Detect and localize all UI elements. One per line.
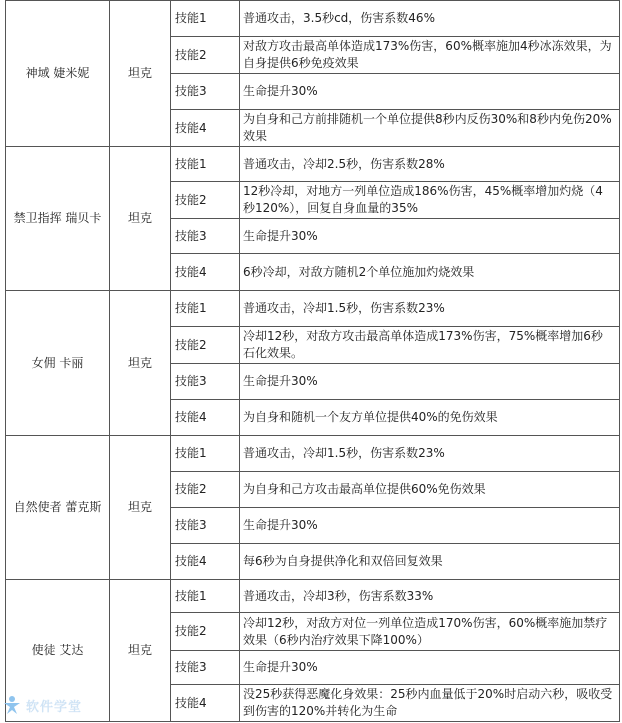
hero-name: 使徒 艾达 (6, 580, 110, 722)
skill-label: 技能1 (171, 580, 240, 613)
hero-name: 神域 婕米妮 (6, 1, 110, 147)
skill-description: 生命提升30% (240, 651, 620, 685)
skill-description: 普通攻击，冷却3秒，伤害系数33% (240, 580, 620, 613)
skill-label: 技能2 (171, 37, 240, 74)
skill-description: 生命提升30% (240, 508, 620, 544)
hero-name: 女佣 卡丽 (6, 291, 110, 436)
hero-name: 禁卫指挥 瑞贝卡 (6, 147, 110, 291)
hero-role: 坦克 (110, 147, 171, 291)
skill-description: 为自身和己方攻击最高单位提供60%免伤效果 (240, 472, 620, 508)
skill-label: 技能4 (171, 544, 240, 580)
skill-description: 生命提升30% (240, 74, 620, 110)
skill-label: 技能1 (171, 291, 240, 327)
skill-description: 普通攻击，冷却1.5秒，伤害系数23% (240, 436, 620, 472)
skill-label: 技能2 (171, 327, 240, 364)
hero-role: 坦克 (110, 291, 171, 436)
skill-description: 生命提升30% (240, 219, 620, 254)
table-row (6, 147, 620, 182)
table-row (6, 580, 620, 613)
skill-description: 冷却12秒，对敌方攻击最高单体造成173%伤害，75%概率增加6秒石化效果。 (240, 327, 620, 364)
table-row (6, 436, 620, 472)
skill-description: 12秒冷却，对地方一列单位造成186%伤害，45%概率增加灼烧（4秒120%），回复自身血量的35% (240, 182, 620, 219)
skill-description: 对敌方攻击最高单体造成173%伤害，60%概率施加4秒冰冻效果，为自身提供6秒免疫效果 (240, 37, 620, 74)
skill-description: 每6秒为自身提供净化和双倍回复效果 (240, 544, 620, 580)
skill-description: 普通攻击，冷却1.5秒，伤害系数23% (240, 291, 620, 327)
skill-label: 技能2 (171, 613, 240, 651)
watermark (2, 695, 82, 715)
skill-label: 技能4 (171, 685, 240, 722)
skill-description: 普通攻击，冷却2.5秒，伤害系数28% (240, 147, 620, 182)
hero-role: 坦克 (110, 1, 171, 147)
skill-label: 技能3 (171, 651, 240, 685)
skill-description: 没25秒获得恶魔化身效果：25秒内血量低于20%时启动六秒，吸收受到伤害的120%并转化为生命 (240, 685, 620, 722)
hero-name: 自然使者 蕾克斯 (6, 436, 110, 580)
hero-role: 坦克 (110, 436, 171, 580)
skill-label: 技能2 (171, 182, 240, 219)
skill-description: 普通攻击，3.5秒cd，伤害系数46% (240, 1, 620, 37)
skill-description: 为自身和随机一个友方单位提供40%的免伤效果 (240, 400, 620, 436)
table-row (6, 1, 620, 37)
skill-description: 6秒冷却，对敌方随机2个单位施加灼烧效果 (240, 254, 620, 291)
skill-label: 技能3 (171, 74, 240, 110)
skill-label: 技能3 (171, 364, 240, 400)
skill-label: 技能4 (171, 400, 240, 436)
skill-label: 技能1 (171, 436, 240, 472)
skill-label: 技能3 (171, 219, 240, 254)
skill-description: 冷却12秒，对敌方对位一列单位造成170%伤害，60%概率施加禁疗效果（6秒内治疗效果下降100%） (240, 613, 620, 651)
skill-description: 为自身和己方前排随机一个单位提供8秒内反伤30%和8秒内免伤20%效果 (240, 110, 620, 147)
skill-label: 技能4 (171, 254, 240, 291)
table-row (6, 291, 620, 327)
skill-label: 技能3 (171, 508, 240, 544)
skill-label: 技能2 (171, 472, 240, 508)
skill-label: 技能1 (171, 147, 240, 182)
skill-label: 技能4 (171, 110, 240, 147)
watermark-text: 软件学堂 (26, 699, 83, 715)
hero-skill-table (5, 0, 620, 722)
skill-description: 生命提升30% (240, 364, 620, 400)
star-figure-icon (2, 695, 22, 715)
hero-role: 坦克 (110, 580, 171, 722)
skill-label: 技能1 (171, 1, 240, 37)
